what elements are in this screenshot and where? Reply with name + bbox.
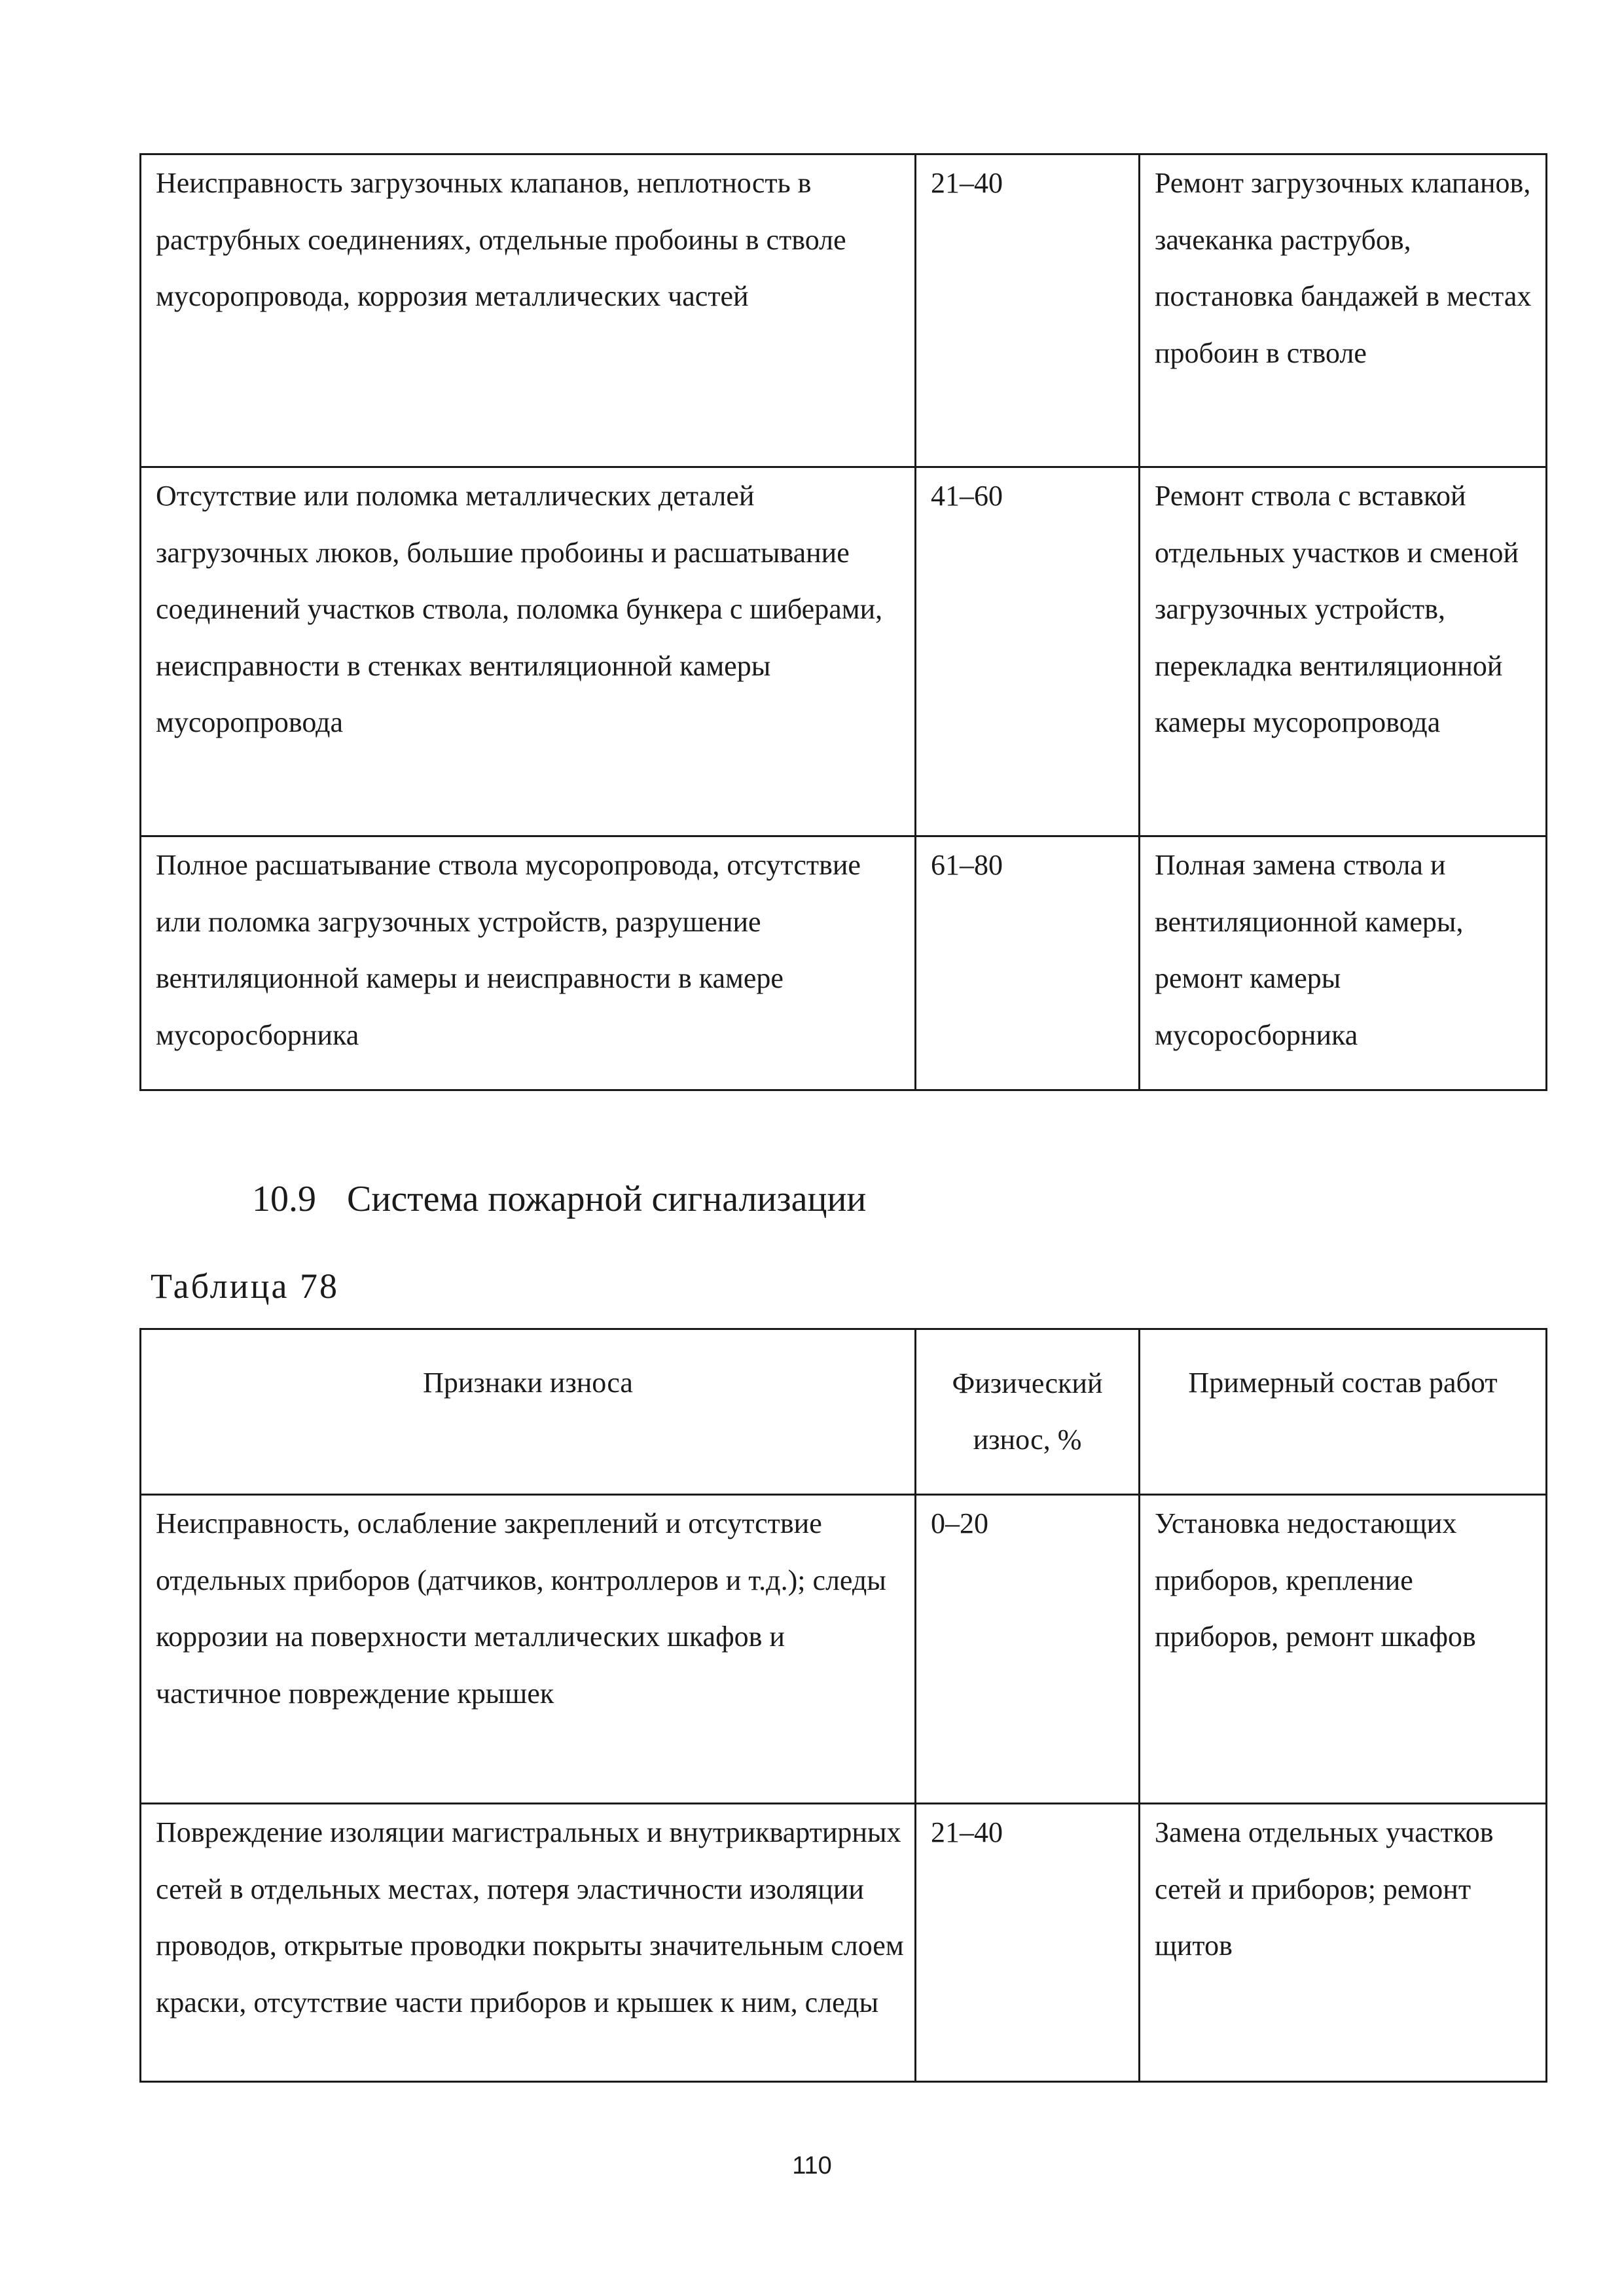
header-wear-signs: Признаки износа (141, 1329, 916, 1495)
section-title: Система пожарной сигнализации (347, 1179, 867, 1219)
wear-table-continued (139, 153, 1547, 1091)
wear-table-78 (139, 1328, 1547, 2083)
table-row (141, 836, 1547, 1090)
wear-percent-cell: 21–40 (916, 1804, 1140, 2082)
table-row (141, 467, 1547, 836)
section-heading (252, 1175, 866, 1223)
work-scope-cell: Полная замена ствола и вентиляционной камеры, ремонт камеры мусоросборника (1140, 836, 1547, 1090)
wear-signs-cell: Повреждение изоляции магистральных и внутриквартирных сетей в отдельных местах, потеря эластичности изоляции проводов, открытые проводки покрыты значительным слоем краски, отсутствие части приборов и крышек к ним, следы (141, 1804, 916, 2082)
wear-signs-cell: Полное расшатывание ствола мусоропровода, отсутствие или поломка загрузочных устройств, разрушение вентиляционной камеры и неисправности в камере мусоросборника (141, 836, 916, 1090)
wear-percent-cell: 61–80 (916, 836, 1140, 1090)
header-physical-wear: Физический износ, % (916, 1329, 1140, 1495)
wear-percent-cell: 21–40 (916, 154, 1140, 467)
header-work-scope: Примерный состав работ (1140, 1329, 1547, 1495)
table-caption: Таблица 78 (151, 1266, 339, 1306)
table-header-row (141, 1329, 1547, 1495)
table-row (141, 154, 1547, 467)
section-number: 10.9 (252, 1179, 316, 1219)
page-number: 110 (792, 2152, 832, 2179)
wear-percent-cell: 0–20 (916, 1495, 1140, 1804)
wear-signs-cell: Отсутствие или поломка металлических деталей загрузочных люков, большие пробоины и расшатывание соединений участков ствола, поломка бункера с шиберами, неисправности в стенках вентиляционной камеры мусоропровода (141, 467, 916, 836)
table-row (141, 1495, 1547, 1804)
work-scope-cell: Замена отдельных участков сетей и приборов; ремонт щитов (1140, 1804, 1547, 2082)
work-scope-cell: Ремонт ствола с вставкой отдельных участков и сменой загрузочных устройств, перекладка вентиляционной камеры мусоропровода (1140, 467, 1547, 836)
table-row (141, 1804, 1547, 2082)
wear-signs-cell: Неисправность, ослабление закреплений и отсутствие отдельных приборов (датчиков, контроллеров и т.д.); следы коррозии на поверхности металлических шкафов и частичное повреждение крышек (141, 1495, 916, 1804)
wear-signs-cell: Неисправность загрузочных клапанов, неплотность в раструбных соединениях, отдельные пробоины в стволе мусоропровода, коррозия металлических частей (141, 154, 916, 467)
wear-percent-cell: 41–60 (916, 467, 1140, 836)
work-scope-cell: Установка недостающих приборов, крепление приборов, ремонт шкафов (1140, 1495, 1547, 1804)
work-scope-cell: Ремонт загрузочных клапанов, зачеканка раструбов, постановка бандажей в местах пробоин в стволе (1140, 154, 1547, 467)
